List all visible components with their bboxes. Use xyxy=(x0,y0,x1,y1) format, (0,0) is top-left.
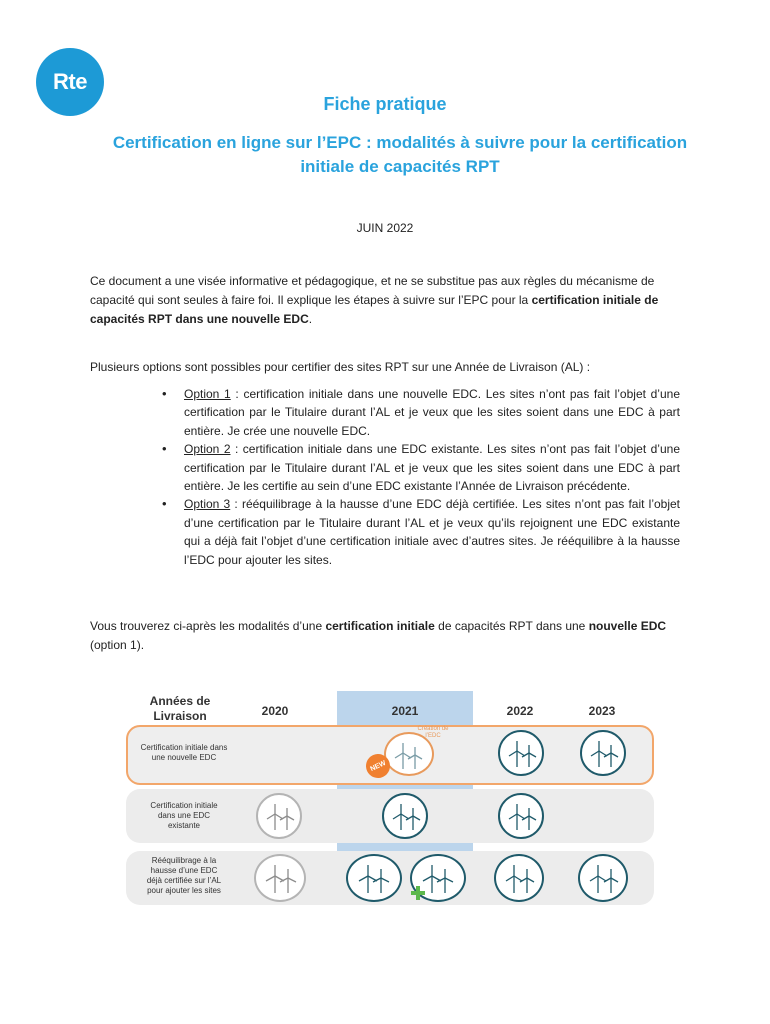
option-text: : certification initiale dans une EDC existante. Les sites n’ont pas fait l’objet d’une certification par le Titulaire durant l’AL et je veux que les sites soient dans une EDC à part entière. Je les certifie au sein d’une EDC existante l’Année de Livraison précédente. xyxy=(184,442,680,494)
wind-turbine-icon xyxy=(580,730,626,776)
wind-turbine-icon xyxy=(494,854,544,902)
outro-bold-1: certification initiale xyxy=(325,619,435,633)
wind-turbine-icon xyxy=(498,730,544,776)
year-header: 2023 xyxy=(588,704,616,718)
wind-turbine-icon xyxy=(498,793,544,839)
page-subtitle: Certification en ligne sur l’EPC : modalités à suivre pour la certification initiale de capacités RPT xyxy=(112,133,688,176)
new-badge: NEW xyxy=(362,750,394,782)
option-text: : certification initiale dans une nouvelle EDC. Les sites n’ont pas fait l’objet d’une certification par le Titulaire durant l’AL et je veux que les sites soient dans une EDC à part entière. Je crée une nouvelle EDC. xyxy=(184,387,680,438)
row-label: Certification initiale dans une EDC existante xyxy=(150,801,218,830)
wind-turbine-icon xyxy=(256,793,302,839)
option-label: Option 1 xyxy=(184,387,231,401)
outro-text-d: (option 1). xyxy=(90,638,145,652)
row-label: Rééquilibrage à la hausse d’une EDC déjà certifiée sur l’AL pour ajouter les sites xyxy=(146,856,222,895)
outro-text-a: Vous trouverez ci-après les modalités d’une xyxy=(90,619,326,633)
year-header: 2021 xyxy=(391,704,419,718)
intro-bold: certification initiale de capacités RPT dans une nouvelle EDC xyxy=(90,293,659,326)
document-date: JUIN 2022 xyxy=(356,221,414,235)
option-label: Option 3 xyxy=(184,497,231,512)
creation-callout: Création de l’EDC xyxy=(417,726,449,739)
option-item xyxy=(160,385,680,440)
wind-turbine-icon xyxy=(382,793,428,839)
logo-text: Rte xyxy=(53,69,87,94)
option-item xyxy=(160,440,680,495)
options-list xyxy=(160,385,680,569)
options-intro: Plusieurs options sont possibles pour certifier des sites RPT sur une Année de Livraison (AL) : xyxy=(90,360,591,374)
wind-turbine-icon xyxy=(578,854,628,902)
wind-turbine-icon xyxy=(346,854,402,902)
page-title: Fiche pratique xyxy=(323,94,447,114)
outro-text-c: de capacités RPT dans une xyxy=(434,619,589,633)
year-header: 2022 xyxy=(506,704,534,718)
certification-diagram xyxy=(120,688,660,910)
option-item xyxy=(160,495,680,569)
row-label: Certification initiale dans une nouvelle EDC xyxy=(140,743,228,762)
intro-paragraph xyxy=(90,272,682,329)
corner-header: Années de Livraison xyxy=(149,694,211,723)
option-label: Option 2 xyxy=(184,442,231,457)
plus-icon xyxy=(411,886,425,900)
outro-bold-2: nouvelle EDC xyxy=(588,619,667,633)
wind-turbine-icon xyxy=(254,854,306,902)
intro-text: Ce document a une visée informative et pédagogique, et ne se substitue pas aux règles du mécanisme de capacité qui sont seules à faire foi. Il explique les étapes à suivre sur l’EPC pour la xyxy=(90,274,655,307)
intro-end: . xyxy=(308,312,313,326)
outro-paragraph xyxy=(90,617,682,655)
option-text: : rééquilibrage à la hausse d’une EDC déjà certifiée. Les sites n’ont pas fait l’objet d’une certification par le Titulaire durant l’AL et je veux qu’ils rejoignent une EDC existante qui a déjà fait l’objet d’une certification initiale avec d’autres sites. Je rééquilibre à la hausse l’EDC pour ajouter les sites. xyxy=(184,497,681,567)
year-header: 2020 xyxy=(261,704,289,718)
